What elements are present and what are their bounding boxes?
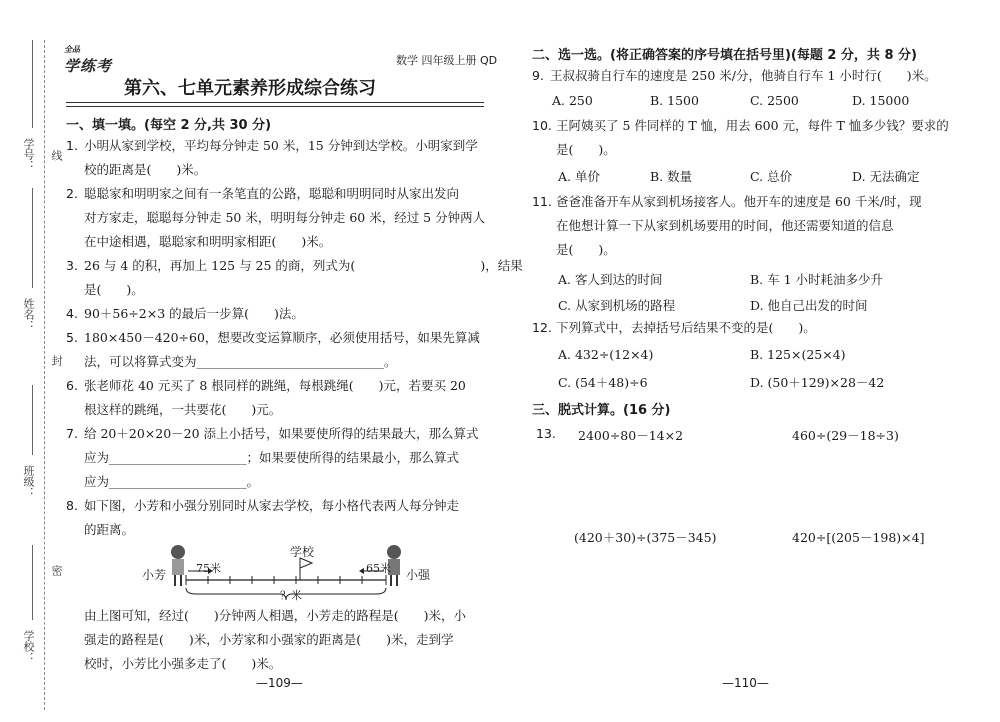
brand-logo: 全品 学练考 bbox=[64, 45, 113, 75]
q12-option-b: B. 125×(25×4) bbox=[750, 347, 846, 362]
question-6: 6. 张老师花 40 元买了 8 根同样的跳绳，每根跳绳( )元，若要买 20 根这样的跳绳，一共要花( )元。 bbox=[66, 378, 466, 417]
question-3: 3. 26 与 4 的积，再加上 125 与 25 的商，列式为( )，结果 是( )。 bbox=[66, 258, 523, 297]
section-calculation: 三、脱式计算。(16 分) bbox=[532, 403, 671, 418]
girl-figure bbox=[171, 545, 185, 586]
calc-expression-2: 460÷(29－18÷3) bbox=[792, 428, 899, 443]
label-total-distance: ？米 bbox=[280, 589, 302, 602]
label-school: 学校 bbox=[290, 545, 315, 559]
q10-option-b: B. 数量 bbox=[650, 169, 693, 184]
q12-option-c: C. (54＋48)÷6 bbox=[558, 375, 648, 390]
section-fill-in: 一、填一填。(每空 2 分,共 30 分) bbox=[66, 118, 272, 133]
q11-option-a: A. 客人到达的时间 bbox=[558, 272, 663, 287]
question-7: 7. 给 20＋20×20－20 添上小括号，如果要使所得的结果最大，那么算式 应为______________________；如果要使所得的结果最小，那么算式 应为______________________。 bbox=[66, 426, 479, 489]
q10-option-c: C. 总价 bbox=[750, 169, 793, 184]
q10-option-a: A. 单价 bbox=[558, 169, 600, 184]
q9-option-d: D. 15000 bbox=[852, 93, 910, 108]
q12-option-a: A. 432÷(12×4) bbox=[558, 347, 654, 362]
question-2: 2. 聪聪家和明明家之间有一条笔直的公路，聪聪和明明同时从家出发向 对方家走，聪聪每分钟走 50 米，明明每分钟走 60 米，经过 5 分钟两人 在中途相遇，聪聪家和明明家相距( )米。 bbox=[66, 186, 486, 249]
label-xiaoqiang: 小强 bbox=[406, 568, 431, 582]
calc-expression-4: 420÷[(205－198)×4] bbox=[792, 530, 925, 545]
q9-option-c: C. 2500 bbox=[750, 93, 799, 108]
q12-option-d: D. (50＋129)×28－42 bbox=[750, 375, 885, 390]
title-rule bbox=[66, 102, 484, 107]
q10-option-d: D. 无法确定 bbox=[852, 169, 920, 184]
cut-mark-line: 线 bbox=[50, 150, 63, 161]
question-11: 11. 爸爸准备开车从家到机场接客人。他开车的速度是 60 千米/时，现 在他想计算一下从家到机场要用的时间，他还需要知道的信息 是( )。 bbox=[532, 194, 922, 257]
book-info: 数学 四年级上册 QD bbox=[396, 54, 498, 67]
binding-line bbox=[44, 40, 45, 710]
label-left-speed: 75米 bbox=[196, 562, 221, 575]
q9-option-b: B. 1500 bbox=[650, 93, 699, 108]
question-9: 9. 王叔叔骑自行车的速度是 250 米/分，他骑自行车 1 小时行( )米。 bbox=[532, 68, 937, 83]
question-1: 1. 小明从家到学校，平均每分钟走 50 米，15 分钟到达学校。小明家到学 校的距离是( )米。 bbox=[66, 138, 478, 177]
question-10: 10. 王阿姨买了 5 件同样的 T 恤，用去 600 元，每件 T 恤多少钱？要求的 是( )。 bbox=[532, 118, 949, 157]
class-label: 班级： bbox=[22, 465, 35, 498]
question-12: 12. 下列算式中，去掉括号后结果不变的是( )。 bbox=[532, 320, 816, 335]
question-8: 8. 如下图，小芳和小强分别同时从家去学校，每小格代表两人每分钟走 的距离。 bbox=[66, 498, 460, 537]
cut-mark-seal: 封 bbox=[50, 355, 63, 366]
name-rule bbox=[32, 188, 33, 288]
page-title: 第六、七单元素养形成综合练习 bbox=[124, 78, 376, 99]
page-number-right: —110— bbox=[722, 676, 769, 690]
name-label: 姓名： bbox=[22, 298, 35, 331]
student-id-label: 学号： bbox=[22, 138, 35, 171]
q11-option-c: C. 从家到机场的路程 bbox=[558, 298, 676, 313]
page-number-left: —109— bbox=[256, 676, 303, 690]
question-13-number: 13. bbox=[536, 426, 556, 441]
school-rule bbox=[32, 545, 33, 620]
cut-mark-secret: 密 bbox=[50, 565, 63, 576]
q11-option-d: D. 他自己出发的时间 bbox=[750, 298, 868, 313]
calc-expression-1: 2400÷80－14×2 bbox=[578, 428, 684, 443]
question-8-answers: 由上图可知，经过( )分钟两人相遇，小芳走的路程是( )米，小 强走的路程是( )米，小芳家和小强家的距离是( )米，走到学 校时，小芳比小强多走了( )米。 bbox=[84, 608, 467, 671]
section-multiple-choice: 二、选一选。(将正确答案的序号填在括号里)(每题 2 分，共 8 分) bbox=[532, 48, 917, 63]
question-4: 4. 90＋56÷2×3 的最后一步算( )法。 bbox=[66, 306, 304, 321]
calc-expression-3: (420＋30)÷(375－345) bbox=[574, 530, 717, 545]
label-right-speed: 65米 bbox=[366, 562, 391, 575]
question-5: 5. 180×450－420÷60，想要改变运算顺序，必须使用括号，如果先算减 法，可以将算式变为______________________________。 bbox=[66, 330, 480, 369]
q9-option-a: A. 250 bbox=[552, 93, 593, 108]
school-label: 学校： bbox=[22, 630, 35, 663]
label-xiaofang: 小芳 bbox=[142, 568, 167, 582]
q11-option-b: B. 车 1 小时耗油多少升 bbox=[750, 272, 884, 287]
class-rule bbox=[32, 385, 33, 455]
